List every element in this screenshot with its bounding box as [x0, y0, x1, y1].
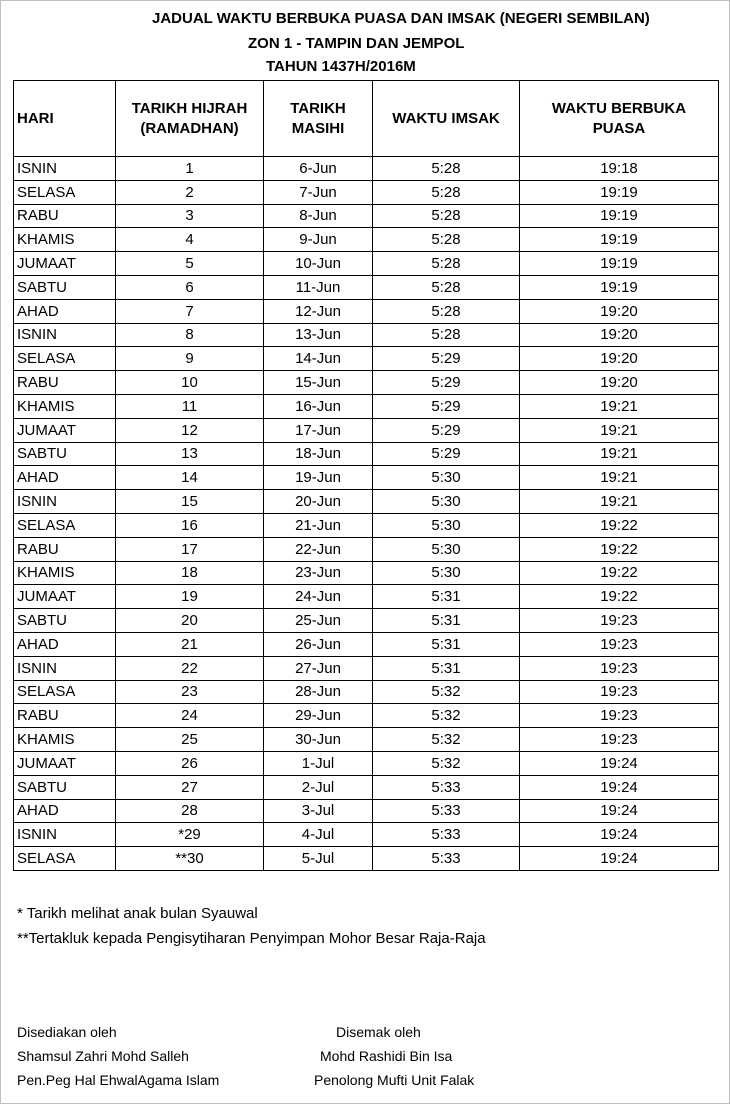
gregorian-date-cell: 25-Jun [264, 609, 373, 633]
hijrah-date-cell: 6 [116, 275, 264, 299]
hijrah-date-cell: 13 [116, 442, 264, 466]
table-row [14, 704, 719, 728]
berbuka-time-cell: 19:19 [520, 180, 719, 204]
checked-by-position: Penolong Mufti Unit Falak [314, 1072, 475, 1088]
gregorian-date-cell: 18-Jun [264, 442, 373, 466]
berbuka-time-cell: 19:22 [520, 585, 719, 609]
imsak-time-cell: 5:30 [373, 561, 520, 585]
hijrah-date-cell: 11 [116, 394, 264, 418]
day-cell: SELASA [14, 847, 116, 871]
gregorian-date-cell: 24-Jun [264, 585, 373, 609]
imsak-time-cell: 5:28 [373, 323, 520, 347]
table-row [14, 394, 719, 418]
hijrah-date-cell: 10 [116, 371, 264, 395]
day-cell: KHAMIS [14, 394, 116, 418]
hijrah-date-cell: 27 [116, 775, 264, 799]
prepared-by-label: Disediakan oleh [17, 1024, 117, 1040]
checked-by-label: Disemak oleh [336, 1024, 421, 1040]
hijrah-date-cell: 24 [116, 704, 264, 728]
gregorian-date-cell: 2-Jul [264, 775, 373, 799]
hijrah-date-cell: *29 [116, 823, 264, 847]
day-cell: SELASA [14, 680, 116, 704]
header-tarikh-hijrah: TARIKH HIJRAH (RAMADHAN) [116, 81, 264, 157]
day-cell: KHAMIS [14, 728, 116, 752]
berbuka-time-cell: 19:23 [520, 704, 719, 728]
hijrah-date-cell: 5 [116, 252, 264, 276]
berbuka-time-cell: 19:20 [520, 347, 719, 371]
hijrah-date-cell: 16 [116, 513, 264, 537]
table-row [14, 323, 719, 347]
gregorian-date-cell: 15-Jun [264, 371, 373, 395]
berbuka-time-cell: 19:23 [520, 632, 719, 656]
day-cell: AHAD [14, 632, 116, 656]
day-cell: SABTU [14, 275, 116, 299]
gregorian-date-cell: 26-Jun [264, 632, 373, 656]
day-cell: SELASA [14, 180, 116, 204]
table-row [14, 656, 719, 680]
hijrah-date-cell: **30 [116, 847, 264, 871]
imsak-time-cell: 5:33 [373, 823, 520, 847]
gregorian-date-cell: 21-Jun [264, 513, 373, 537]
berbuka-time-cell: 19:21 [520, 466, 719, 490]
prepared-by-name: Shamsul Zahri Mohd Salleh [17, 1048, 189, 1064]
berbuka-time-cell: 19:24 [520, 751, 719, 775]
table-row [14, 228, 719, 252]
berbuka-time-cell: 19:22 [520, 561, 719, 585]
gregorian-date-cell: 6-Jun [264, 157, 373, 181]
imsak-time-cell: 5:30 [373, 513, 520, 537]
gregorian-date-cell: 13-Jun [264, 323, 373, 347]
day-cell: RABU [14, 537, 116, 561]
berbuka-time-cell: 19:24 [520, 823, 719, 847]
hijrah-date-cell: 9 [116, 347, 264, 371]
imsak-time-cell: 5:32 [373, 751, 520, 775]
gregorian-date-cell: 3-Jul [264, 799, 373, 823]
imsak-time-cell: 5:29 [373, 442, 520, 466]
table-row [14, 632, 719, 656]
berbuka-time-cell: 19:21 [520, 442, 719, 466]
hijrah-date-cell: 25 [116, 728, 264, 752]
hijrah-date-cell: 4 [116, 228, 264, 252]
imsak-time-cell: 5:32 [373, 680, 520, 704]
table-row [14, 537, 719, 561]
berbuka-time-cell: 19:21 [520, 394, 719, 418]
berbuka-time-cell: 19:24 [520, 775, 719, 799]
hijrah-date-cell: 28 [116, 799, 264, 823]
berbuka-time-cell: 19:19 [520, 228, 719, 252]
table-row [14, 561, 719, 585]
gregorian-date-cell: 27-Jun [264, 656, 373, 680]
day-cell: JUMAAT [14, 418, 116, 442]
table-row [14, 252, 719, 276]
header-tarikh-masihi: TARIKH MASIHI [264, 81, 373, 157]
imsak-time-cell: 5:28 [373, 228, 520, 252]
table-row [14, 371, 719, 395]
day-cell: RABU [14, 204, 116, 228]
document-title: JADUAL WAKTU BERBUKA PUASA DAN IMSAK (NEGERI SEMBILAN) [152, 10, 650, 27]
berbuka-time-cell: 19:19 [520, 204, 719, 228]
schedule-table [13, 80, 719, 871]
berbuka-time-cell: 19:23 [520, 656, 719, 680]
table-row [14, 347, 719, 371]
berbuka-time-cell: 19:24 [520, 799, 719, 823]
day-cell: ISNIN [14, 323, 116, 347]
hijrah-date-cell: 18 [116, 561, 264, 585]
gregorian-date-cell: 4-Jul [264, 823, 373, 847]
imsak-time-cell: 5:30 [373, 466, 520, 490]
day-cell: JUMAAT [14, 751, 116, 775]
gregorian-date-cell: 8-Jun [264, 204, 373, 228]
table-header-row [14, 81, 719, 157]
gregorian-date-cell: 9-Jun [264, 228, 373, 252]
imsak-time-cell: 5:33 [373, 775, 520, 799]
table-row [14, 680, 719, 704]
imsak-time-cell: 5:30 [373, 490, 520, 514]
table-body [14, 157, 719, 871]
gregorian-date-cell: 1-Jul [264, 751, 373, 775]
imsak-time-cell: 5:29 [373, 371, 520, 395]
header-waktu-imsak: WAKTU IMSAK [373, 81, 520, 157]
hijrah-date-cell: 12 [116, 418, 264, 442]
table-row [14, 180, 719, 204]
hijrah-date-cell: 26 [116, 751, 264, 775]
table-row [14, 299, 719, 323]
imsak-time-cell: 5:28 [373, 299, 520, 323]
imsak-time-cell: 5:33 [373, 847, 520, 871]
table-row [14, 728, 719, 752]
hijrah-date-cell: 19 [116, 585, 264, 609]
day-cell: KHAMIS [14, 561, 116, 585]
table-row [14, 585, 719, 609]
table-row [14, 490, 719, 514]
day-cell: ISNIN [14, 490, 116, 514]
table-row [14, 751, 719, 775]
imsak-time-cell: 5:28 [373, 157, 520, 181]
table-row [14, 609, 719, 633]
berbuka-time-cell: 19:19 [520, 275, 719, 299]
day-cell: JUMAAT [14, 252, 116, 276]
gregorian-date-cell: 30-Jun [264, 728, 373, 752]
gregorian-date-cell: 19-Jun [264, 466, 373, 490]
berbuka-time-cell: 19:22 [520, 513, 719, 537]
gregorian-date-cell: 16-Jun [264, 394, 373, 418]
imsak-time-cell: 5:28 [373, 252, 520, 276]
berbuka-time-cell: 19:21 [520, 490, 719, 514]
imsak-time-cell: 5:31 [373, 632, 520, 656]
footnote-raja-raja: **Tertakluk kepada Pengisytiharan Penyimpan Mohor Besar Raja-Raja [17, 930, 486, 947]
table-row [14, 775, 719, 799]
table-row [14, 442, 719, 466]
gregorian-date-cell: 5-Jul [264, 847, 373, 871]
gregorian-date-cell: 14-Jun [264, 347, 373, 371]
gregorian-date-cell: 29-Jun [264, 704, 373, 728]
day-cell: SELASA [14, 347, 116, 371]
hijrah-date-cell: 1 [116, 157, 264, 181]
table-row [14, 799, 719, 823]
imsak-time-cell: 5:29 [373, 347, 520, 371]
gregorian-date-cell: 12-Jun [264, 299, 373, 323]
imsak-time-cell: 5:33 [373, 799, 520, 823]
table-row [14, 466, 719, 490]
berbuka-time-cell: 19:22 [520, 537, 719, 561]
berbuka-time-cell: 19:19 [520, 252, 719, 276]
gregorian-date-cell: 17-Jun [264, 418, 373, 442]
day-cell: JUMAAT [14, 585, 116, 609]
berbuka-time-cell: 19:20 [520, 371, 719, 395]
header-waktu-berbuka: WAKTU BERBUKA PUASA [520, 81, 719, 157]
hijrah-date-cell: 23 [116, 680, 264, 704]
table-row [14, 847, 719, 871]
imsak-time-cell: 5:28 [373, 275, 520, 299]
year-subtitle: TAHUN 1437H/2016M [266, 58, 416, 75]
imsak-time-cell: 5:28 [373, 180, 520, 204]
imsak-time-cell: 5:32 [373, 728, 520, 752]
day-cell: ISNIN [14, 157, 116, 181]
berbuka-time-cell: 19:21 [520, 418, 719, 442]
day-cell: AHAD [14, 466, 116, 490]
berbuka-time-cell: 19:20 [520, 323, 719, 347]
hijrah-date-cell: 15 [116, 490, 264, 514]
imsak-time-cell: 5:28 [373, 204, 520, 228]
day-cell: KHAMIS [14, 228, 116, 252]
hijrah-date-cell: 22 [116, 656, 264, 680]
imsak-time-cell: 5:29 [373, 418, 520, 442]
imsak-time-cell: 5:32 [373, 704, 520, 728]
hijrah-date-cell: 14 [116, 466, 264, 490]
day-cell: SABTU [14, 775, 116, 799]
header-hari: HARI [14, 81, 116, 157]
hijrah-date-cell: 17 [116, 537, 264, 561]
day-cell: RABU [14, 704, 116, 728]
imsak-time-cell: 5:31 [373, 656, 520, 680]
table-row [14, 823, 719, 847]
day-cell: SELASA [14, 513, 116, 537]
gregorian-date-cell: 28-Jun [264, 680, 373, 704]
gregorian-date-cell: 11-Jun [264, 275, 373, 299]
hijrah-date-cell: 21 [116, 632, 264, 656]
gregorian-date-cell: 22-Jun [264, 537, 373, 561]
day-cell: RABU [14, 371, 116, 395]
gregorian-date-cell: 23-Jun [264, 561, 373, 585]
day-cell: SABTU [14, 609, 116, 633]
imsak-time-cell: 5:30 [373, 537, 520, 561]
berbuka-time-cell: 19:20 [520, 299, 719, 323]
table-row [14, 513, 719, 537]
hijrah-date-cell: 7 [116, 299, 264, 323]
day-cell: AHAD [14, 299, 116, 323]
gregorian-date-cell: 10-Jun [264, 252, 373, 276]
checked-by-name: Mohd Rashidi Bin Isa [320, 1048, 453, 1064]
imsak-time-cell: 5:29 [373, 394, 520, 418]
hijrah-date-cell: 2 [116, 180, 264, 204]
day-cell: SABTU [14, 442, 116, 466]
table-row [14, 418, 719, 442]
table-row [14, 204, 719, 228]
berbuka-time-cell: 19:24 [520, 847, 719, 871]
day-cell: ISNIN [14, 823, 116, 847]
footnote-syauwal: * Tarikh melihat anak bulan Syauwal [17, 905, 258, 922]
hijrah-date-cell: 3 [116, 204, 264, 228]
table-row [14, 157, 719, 181]
gregorian-date-cell: 7-Jun [264, 180, 373, 204]
imsak-time-cell: 5:31 [373, 585, 520, 609]
table-row [14, 275, 719, 299]
gregorian-date-cell: 20-Jun [264, 490, 373, 514]
zone-subtitle: ZON 1 - TAMPIN DAN JEMPOL [248, 35, 465, 52]
imsak-time-cell: 5:31 [373, 609, 520, 633]
berbuka-time-cell: 19:23 [520, 728, 719, 752]
prepared-by-position: Pen.Peg Hal EhwalAgama Islam [17, 1072, 220, 1088]
berbuka-time-cell: 19:23 [520, 680, 719, 704]
hijrah-date-cell: 8 [116, 323, 264, 347]
day-cell: ISNIN [14, 656, 116, 680]
berbuka-time-cell: 19:18 [520, 157, 719, 181]
hijrah-date-cell: 20 [116, 609, 264, 633]
berbuka-time-cell: 19:23 [520, 609, 719, 633]
day-cell: AHAD [14, 799, 116, 823]
